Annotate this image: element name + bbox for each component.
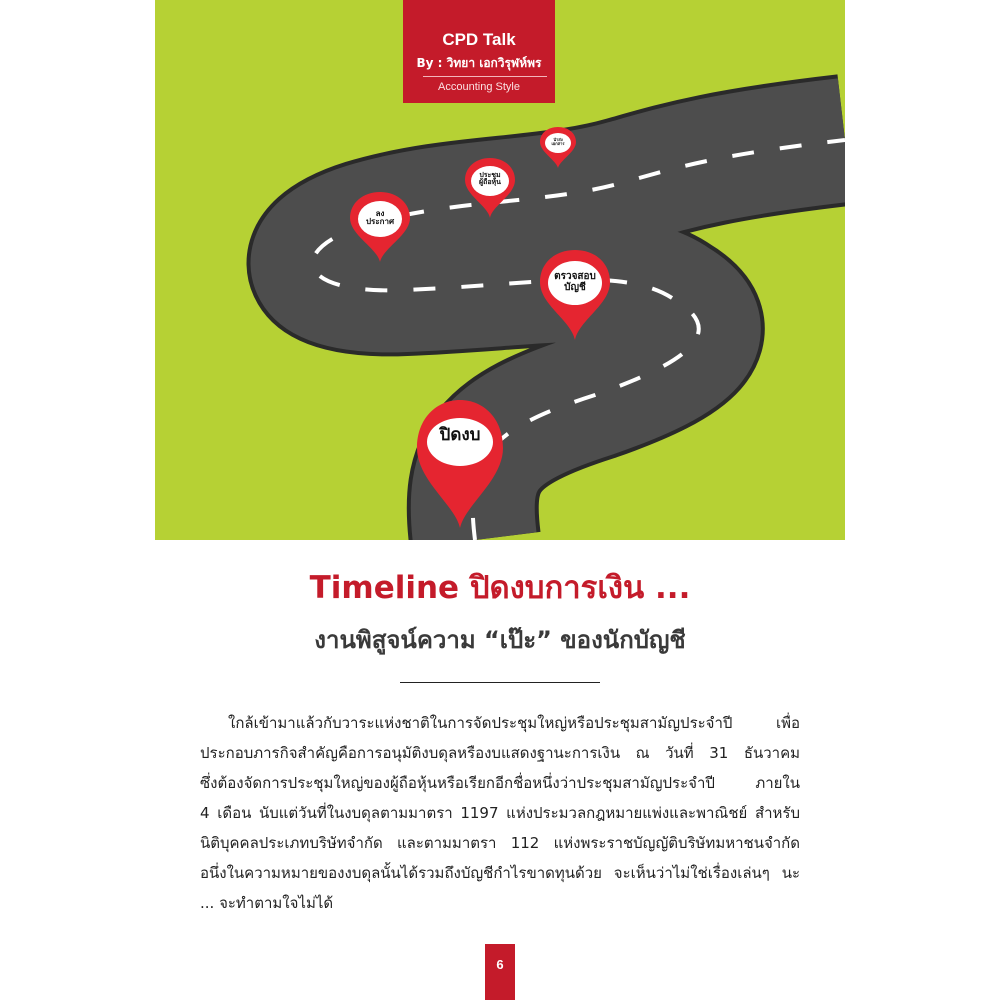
article-body [200, 708, 800, 918]
author-byline: By : วิทยา เอกวิรุฬห์พร [416, 56, 542, 70]
column-title: CPD Talk [442, 30, 516, 49]
pin-label-closing: ปิดงบ [439, 425, 481, 445]
body-line: นิติบุคคลประเภทบริษัทจำกัด และตามมาตรา 112 แห่งพระราชบัญญัติบริษัทมหาชนจำกัด [200, 834, 800, 852]
page-number: 6 [485, 944, 515, 1000]
body-line: 4 เดือน นับแต่วันที่ในงบดุลตามมาตรา 1197 แห่งประมวลกฎหมายแพ่งและพาณิชย์ สำหรับ [200, 804, 800, 822]
article-subtitle: งานพิสูจน์ความ “เป๊ะ” ของนักบัญชี [314, 626, 686, 654]
pin-label-audit: ตรวจสอบ บัญชี [554, 271, 596, 293]
column-tag [403, 0, 555, 103]
pin-label-announce: ลง ประกาศ [365, 209, 395, 227]
pin-label-submit: นำส่ง เอกสาร [551, 137, 565, 147]
body-line: ประกอบภารกิจสำคัญคือการอนุมัติงบดุลหรืองบแสดงฐานะการเงิน ณ วันที่ 31 ธันวาคม [200, 744, 800, 762]
pin-label-shareholders: ประชุม ผู้ถือหุ้น [479, 171, 501, 187]
tag-divider [423, 76, 547, 77]
title-divider [400, 682, 600, 683]
article-title: Timeline ปิดงบการเงิน ... [309, 570, 691, 606]
body-line: ซึ่งต้องจัดการประชุมใหญ่ของผู้ถือหุ้นหรือเรียกอีกชื่อหนึ่งว่าประชุมสามัญประจำปี ภายใน [200, 774, 800, 792]
column-category: Accounting Style [438, 81, 520, 93]
body-line: ใกล้เข้ามาแล้วกับวาระแห่งชาติในการจัดประชุมใหญ่หรือประชุมสามัญประจำปี เพื่อ [228, 714, 800, 732]
body-line: อนึ่งในความหมายของงบดุลนั้นได้รวมถึงบัญชีกำไรขาดทุนด้วย จะเห็นว่าไม่ใช่เรื่องเล่นๆ นะ [200, 864, 800, 882]
body-line: ... จะทำตามใจไม่ได้ [200, 894, 334, 912]
